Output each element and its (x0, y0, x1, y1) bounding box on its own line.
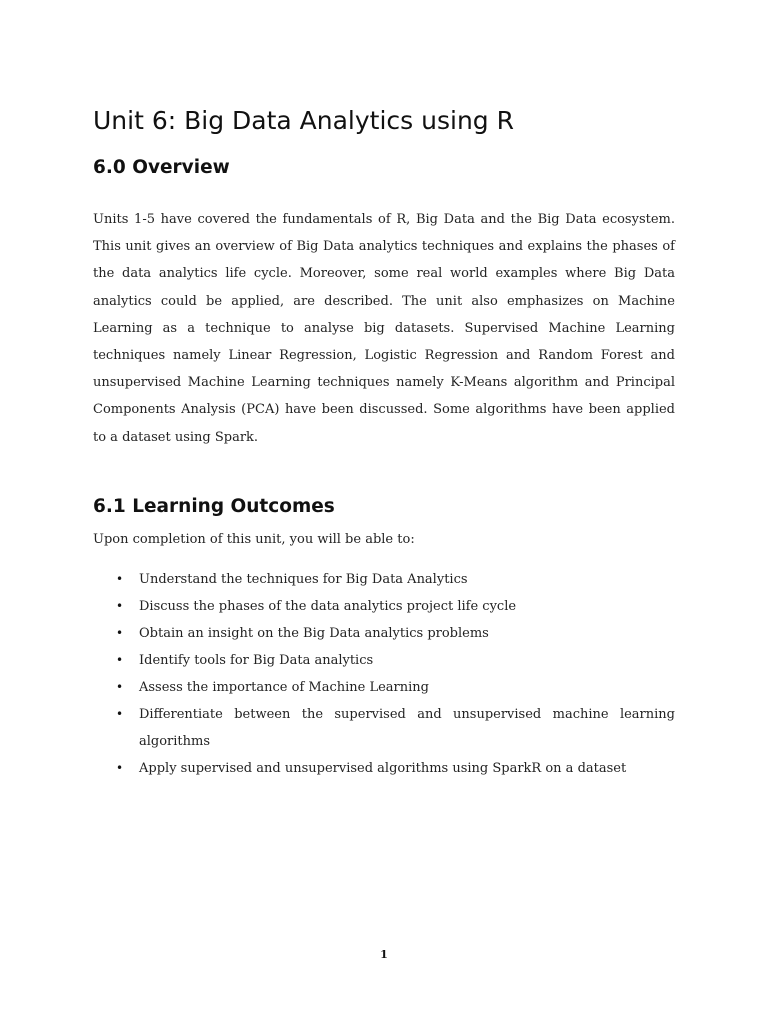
outcome-text: Understand the techniques for Big Data Analytics (139, 572, 468, 587)
list-item (93, 755, 675, 782)
list-item (93, 647, 675, 674)
bullet-icon: • (116, 761, 124, 775)
overview-paragraph: Units 1-5 have covered the fundamentals of R, Big Data and the Big Data ecosystem. This unit gives an overview of Big Data analytics techniques and explains the phases of the data analytics life cycle. Moreover, some real world examples where Big Data analytics could be applied, are described. The unit also emphasizes on Machine Learning as a technique to analyse big datasets. Supervised Machine Learning techniques namely Linear Regression, Logistic Regression and Random Forest and unsupervised Machine Learning techniques namely K-Means algorithm and Principal Components Analysis (PCA) have been discussed. Some algorithms have been applied to a dataset using Spark. (93, 212, 675, 445)
list-item (93, 674, 675, 701)
list-item (93, 701, 675, 755)
list-item (93, 593, 675, 620)
learning-outcomes-list (93, 566, 675, 782)
bullet-icon: • (116, 707, 124, 721)
outcome-text: Identify tools for Big Data analytics (139, 653, 374, 668)
page-number: 1 (380, 948, 388, 961)
bullet-icon: • (116, 653, 124, 667)
bullet-icon: • (116, 572, 124, 586)
bullet-icon: • (116, 626, 124, 640)
outcome-text: Apply supervised and unsupervised algorithms using SparkR on a dataset (139, 761, 627, 776)
outcome-text: Differentiate between the supervised and unsupervised machine learning algorithms (139, 707, 675, 749)
overview-heading: 6.0 Overview (93, 157, 230, 178)
outcome-text: Discuss the phases of the data analytics project life cycle (139, 599, 517, 614)
learning-outcomes-heading: 6.1 Learning Outcomes (93, 496, 335, 517)
outcome-text: Obtain an insight on the Big Data analytics problems (139, 626, 489, 641)
list-item (93, 620, 675, 647)
list-item (93, 566, 675, 593)
bullet-icon: • (116, 599, 124, 613)
learning-outcomes-intro: Upon completion of this unit, you will be able to: (93, 532, 415, 547)
outcome-text: Assess the importance of Machine Learning (139, 680, 429, 695)
unit-title: Unit 6: Big Data Analytics using R (93, 106, 514, 135)
bullet-icon: • (116, 680, 124, 694)
